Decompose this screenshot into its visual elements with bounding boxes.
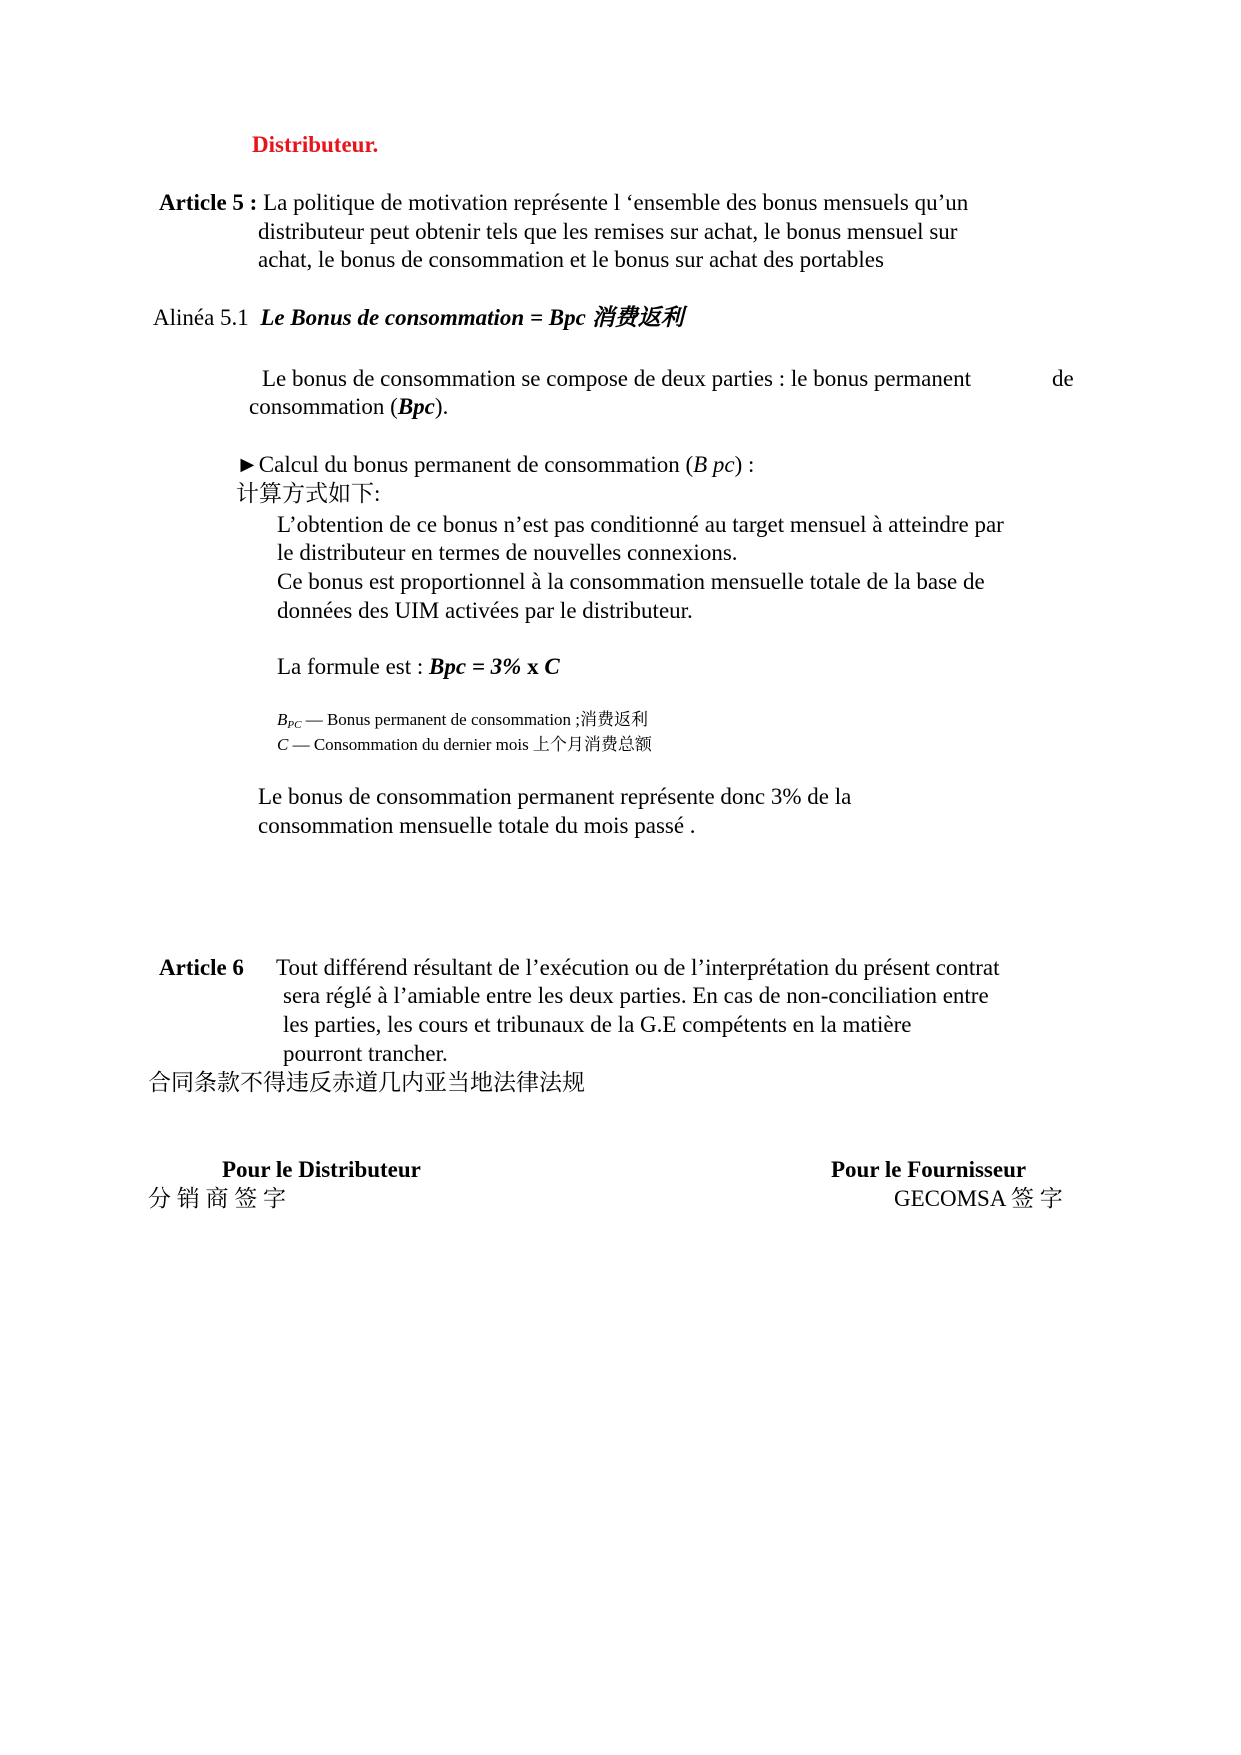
calcul-heading: ►Calcul du bonus permanent de consommation (B pc) :: [236, 452, 755, 477]
article-6-chinese: 合同条款不得违反赤道几内亚当地法律法规: [148, 1070, 585, 1095]
article-6-line4: pourront trancher.: [283, 1041, 448, 1066]
distributeur-heading: Distributeur.: [252, 132, 379, 157]
bullet-triangle-icon: ►: [236, 452, 259, 477]
alinea-title: Le Bonus de consommation = Bpc 消费返利: [260, 305, 684, 330]
signature-left-chinese: 分 销 商 签 字: [148, 1186, 286, 1211]
signature-right-title: Pour le Fournisseur: [831, 1157, 1027, 1182]
intro-line2: consommation (Bpc).: [249, 394, 449, 419]
article-5-label: Article 5 :: [159, 190, 258, 215]
summary-line1: Le bonus de consommation permanent représente donc 3% de la: [258, 784, 852, 809]
calcul-para2-line1: Ce bonus est proportionnel à la consommation mensuelle totale de la base de: [277, 569, 985, 594]
alinea-label: Alinéa 5.1: [153, 305, 249, 330]
intro-line1: Le bonus de consommation se compose de deux parties : le bonus permanent: [262, 366, 971, 391]
article-6-label: Article 6: [159, 955, 244, 980]
legend-b: $B_{PC}$ — Bonus permanent de consommation ;消费返利: [277, 710, 649, 731]
intro-line1-end: de: [1052, 366, 1074, 391]
calcul-para1-line1: L’obtention de ce bonus n’est pas conditionné au target mensuel à atteindre par: [277, 512, 1004, 537]
legend-c: C — Consommation du dernier mois 上个月消费总额: [277, 735, 652, 754]
signature-left-title: Pour le Distributeur: [222, 1157, 421, 1182]
article-6-line1: Tout différend résultant de l’exécution ou de l’interprétation du présent contrat: [276, 955, 1000, 980]
article-5-line2: distributeur peut obtenir tels que les remises sur achat, le bonus mensuel sur: [258, 219, 958, 244]
article-6-line3: les parties, les cours et tribunaux de la G.E compétents en la matière: [283, 1012, 912, 1037]
article-5-line1: La politique de motivation représente l ‘ensemble des bonus mensuels qu’un: [263, 190, 969, 215]
calcul-chinese: 计算方式如下:: [236, 481, 381, 506]
calcul-para2-line2: données des UIM activées par le distributeur.: [277, 598, 693, 623]
alinea-5-1: [153, 303, 684, 332]
article-6-line2: sera réglé à l’amiable entre les deux parties. En cas de non-conciliation entre: [283, 983, 989, 1008]
formula: La formule est : Bpc = 3% x C: [277, 654, 560, 679]
article-5-line3: achat, le bonus de consommation et le bonus sur achat des portables: [258, 247, 884, 272]
calcul-para1-line2: le distributeur en termes de nouvelles connexions.: [277, 540, 738, 565]
summary-line2: consommation mensuelle totale du mois passé .: [258, 813, 696, 838]
signature-right-chinese: GECOMSA 签 字: [894, 1186, 1063, 1211]
